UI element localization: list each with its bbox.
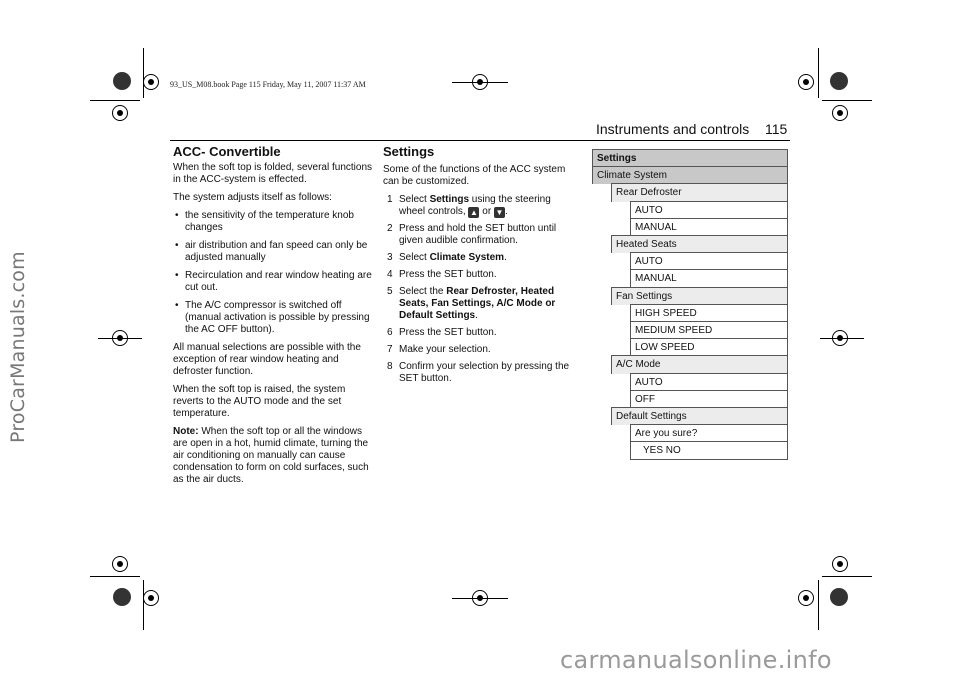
registration-mark-icon [798,74,814,90]
menu-row: Are you sure? [630,424,788,442]
list-item [383,344,579,356]
acc-raised: When the soft top is raised, the system reverts to the AUTO mode and the set temperature. [173,384,346,419]
step-text: using the steering wheel controls, [399,194,551,217]
registration-mark-icon [113,72,131,90]
step-number: 7 [387,344,393,355]
step-text: Make your selection. [399,344,491,355]
list-item: • the sensitivity of the temperature knob changes [173,210,373,234]
step-text: Confirm your selection by pressing the SET button. [399,361,570,384]
menu-row: AUTO [630,201,788,219]
list-item: • The A/C compressor is switched off (manual activation is possible by pressing the AC OFF button). [173,300,373,336]
step-text: . [475,310,478,321]
registration-mark-icon [112,105,128,121]
step-bold: Settings [429,194,470,205]
menu-row: Settings [592,149,788,167]
step-text: Select [399,252,430,263]
settings-heading: Settings [383,144,435,159]
acc-manual: All manual selections are possible with the exception of rear window heating and defroster function. [173,342,361,377]
menu-row: OFF [630,390,788,408]
acc-heading: ACC- Convertible [173,144,281,159]
page-number: 115 [765,121,788,137]
step-text: . [504,252,507,263]
list-item: • Recirculation and rear window heating are cut out. [173,270,373,294]
registration-mark-icon [798,590,814,606]
step-text: Press and hold the SET button until given audible confirmation. [399,223,557,246]
step-bold: Rear Defroster, Heated Seats, Fan Settings, A/C Mode or Default Settings [399,286,556,321]
step-text: Select [399,194,430,205]
step-number: 3 [387,252,393,263]
step-number: 5 [387,286,393,297]
acc-intro: When the soft top is folded, several functions in the ACC-system is effected. [173,162,372,185]
menu-row: Heated Seats [611,235,788,253]
step-number: 6 [387,327,393,338]
menu-row: MANUAL [630,218,788,236]
header-rule [170,140,790,141]
note-label: Note: [173,426,199,437]
registration-mark-icon [832,105,848,121]
acc-note [173,426,373,486]
list-item [383,223,579,247]
acc-convertible-section [173,146,373,492]
menu-row: YES NO [630,441,788,459]
step-bold: Climate System [429,252,505,263]
menu-row: MEDIUM SPEED [630,321,788,339]
menu-row: Climate System [592,166,788,184]
step-text: Select the [399,286,447,297]
step-number: 8 [387,361,393,372]
up-arrow-button-icon: ▲ [470,208,478,217]
book-info-line: 93_US_M08.book Page 115 Friday, May 11, 2007 11:37 AM [170,80,366,89]
settings-steps [383,194,579,385]
registration-mark-icon [143,590,159,606]
step-number: 4 [387,269,393,280]
settings-section [383,146,579,390]
down-arrow-button-icon: ▼ [495,208,504,217]
settings-menu-tree [592,149,788,459]
menu-row: A/C Mode [611,355,788,373]
step-text: . [504,206,508,217]
section-title: Instruments and controls [596,121,750,137]
step-text: Press the SET button. [399,327,497,338]
list-item [383,286,579,322]
menu-row: AUTO [630,252,788,270]
settings-intro: Some of the functions of the ACC system can be customized. [383,164,566,187]
step-text: Press the SET button. [399,269,497,280]
note-text: When the soft top or all the windows are open in a hot, humid climate, turning the air conditioning on manually can cause condensation to form on cold surfaces, such as the air ducts. [173,426,369,485]
list-item [383,194,579,218]
menu-row: Fan Settings [611,287,788,305]
menu-row: AUTO [630,373,788,391]
menu-row: LOW SPEED [630,338,788,356]
acc-adjusts: The system adjusts itself as follows: [173,192,332,203]
registration-mark-icon [832,556,848,572]
acc-bullet-list [173,210,373,336]
step-text: or [479,206,494,217]
menu-row: Rear Defroster [611,183,788,201]
list-item [383,361,579,385]
menu-row: Default Settings [611,407,788,425]
registration-mark-icon [830,588,848,606]
registration-mark-icon [830,72,848,90]
side-watermark: ProCarManuals.com [7,251,29,443]
registration-mark-icon [143,74,159,90]
registration-mark-icon [113,588,131,606]
registration-mark-icon [112,556,128,572]
list-item: • air distribution and fan speed can only be adjusted manually [173,240,373,264]
list-item [383,252,579,264]
step-number: 1 [387,194,393,205]
bottom-watermark: carmanualsonline.info [560,646,832,674]
menu-row: MANUAL [630,269,788,287]
list-item [383,269,579,281]
menu-row: HIGH SPEED [630,304,788,322]
list-item [383,327,579,339]
step-number: 2 [387,223,393,234]
